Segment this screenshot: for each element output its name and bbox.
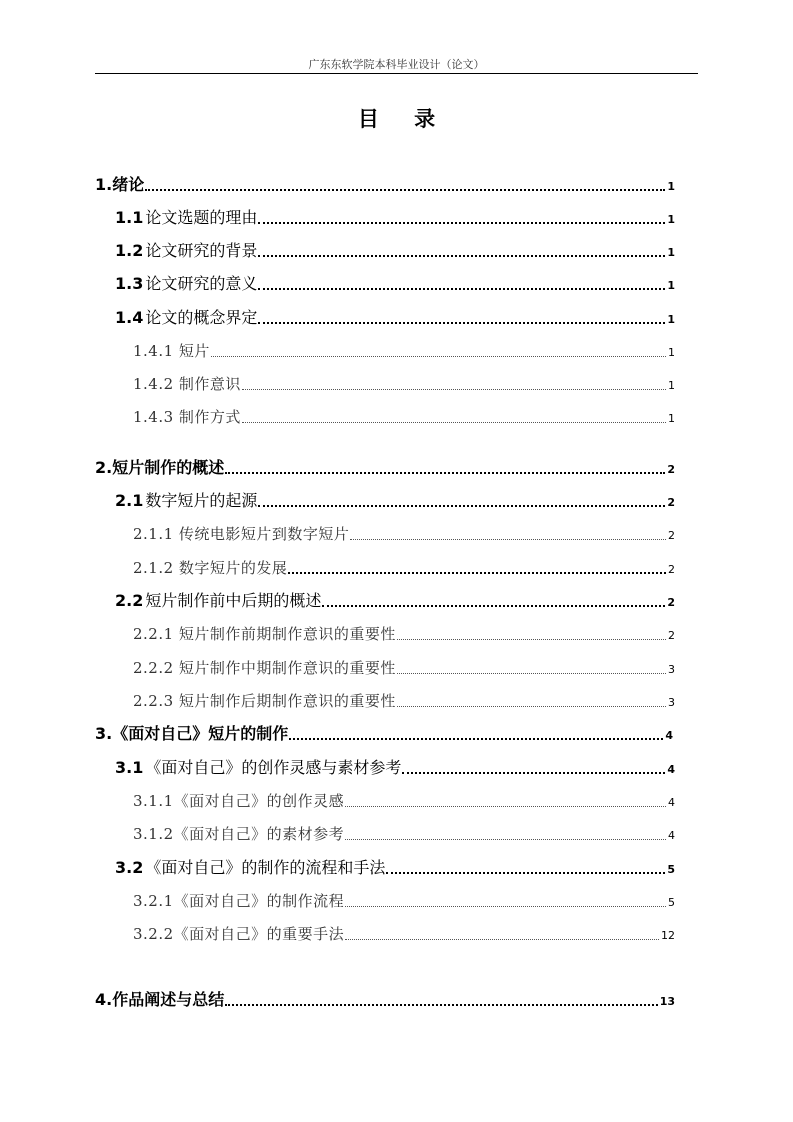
toc-entry-label [133,822,344,846]
toc-entry-label [115,206,257,230]
toc-entry[interactable] [95,988,675,1012]
toc-dot-leader [397,639,666,640]
toc-entry-title: 3.《面对自己》短片的制作 [95,724,289,743]
toc-entry[interactable] [95,722,673,746]
toc-entry[interactable] [115,272,675,296]
toc-entry-number: 3.1 [115,758,144,777]
toc-entry[interactable] [115,856,675,880]
toc-page-number: 4 [668,796,675,809]
toc-entry-title: 2.2.2 短片制作中期制作意识的重要性 [133,659,396,677]
toc-entry-label [133,689,396,713]
toc-entry-label [133,556,287,580]
toc-entry-label [133,922,344,946]
toc-dot-leader [322,605,665,607]
toc-entry-title: 论文的概念界定 [145,308,258,327]
toc-entry-label [115,856,385,880]
toc-entry[interactable] [133,339,675,363]
toc-dot-leader [258,288,665,290]
toc-dot-leader [258,505,665,507]
toc-page-number: 2 [667,596,675,609]
toc-entry-title: 1.绪论 [95,175,145,194]
toc-entry-title: 论文研究的意义 [145,274,258,293]
toc-entry-title: 2.2.3 短片制作后期制作意识的重要性 [133,692,396,710]
toc-dot-leader [345,806,666,807]
toc-page-number: 2 [668,629,675,642]
toc-entry-label [115,306,257,330]
toc-entry[interactable] [115,206,675,230]
toc-page-number: 4 [668,829,675,842]
toc-page-number: 5 [667,863,675,876]
toc-page-number: 1 [668,379,675,392]
toc-entry-title: 数字短片的起源 [145,491,258,510]
toc-entry-number: 1.2 [115,241,144,260]
toc-entry-title: 2.1.2 数字短片的发展 [133,559,288,577]
toc-dot-leader [288,572,666,574]
toc-page-number: 4 [665,729,673,742]
toc-dot-leader [397,673,666,674]
toc-entry-label [95,988,224,1012]
toc-dot-leader [345,839,666,840]
toc-entry[interactable] [133,922,675,946]
toc-page-number: 2 [668,563,675,576]
toc-entry-title: 论文研究的背景 [145,241,258,260]
toc-entry-label [133,656,396,680]
toc-entry[interactable] [133,789,675,813]
toc-dot-leader [402,772,665,774]
toc-entry-label [95,722,288,746]
toc-dot-leader [350,539,666,540]
toc-entry-label [133,372,241,396]
toc-page-number: 1 [668,346,675,359]
toc-entry-label [133,622,396,646]
toc-dot-leader [258,222,665,224]
toc-entry-label [133,339,210,363]
toc-page-number: 1 [667,313,675,326]
toc-dot-leader [242,389,666,390]
toc-dot-leader [145,189,665,191]
toc-entry-title: 1.4.1 短片 [133,342,210,360]
toc-entry-number: 1.4 [115,308,144,327]
toc-entry[interactable] [115,239,675,263]
toc-page-number: 12 [661,929,675,942]
toc-entry[interactable] [115,489,675,513]
toc-entry[interactable] [133,522,675,546]
toc-entry-label [133,405,241,429]
toc-entry-title: 短片制作前中后期的概述 [145,591,322,610]
toc-entry-label [133,789,344,813]
toc-entry-title: 2.1.1 传统电影短片到数字短片 [133,525,350,543]
toc-page-number: 1 [667,246,675,259]
toc-entry[interactable] [133,405,675,429]
toc-page-number: 1 [667,180,675,193]
toc-entry-label [115,589,321,613]
toc-dot-leader [225,1004,657,1006]
toc-entry-title: 3.2.1《面对自己》的制作流程 [133,892,345,910]
toc-entry-number: 2.2 [115,591,144,610]
toc-page-number: 1 [667,213,675,226]
toc-entry-title: 4.作品阐述与总结 [95,990,225,1009]
toc-entry-number: 3.2 [115,858,144,877]
toc-entry-label [133,889,344,913]
toc-entry[interactable] [133,622,675,646]
toc-entry-title: 2.短片制作的概述 [95,458,225,477]
toc-page-number: 4 [667,763,675,776]
toc-page-number: 2 [667,496,675,509]
toc-dot-leader [397,706,666,707]
toc-page-number: 3 [668,696,675,709]
toc-title: 目 录 [357,107,450,131]
page-header: 广东东软学院本科毕业设计（论文） [308,58,485,71]
toc-entry-label [115,239,257,263]
toc-dot-leader [289,738,663,740]
toc-entry[interactable] [133,689,675,713]
toc-page-number: 2 [667,463,675,476]
toc-entry-label [115,489,257,513]
toc-entry-title: 《面对自己》的创作灵感与素材参考 [145,758,402,777]
toc-entry-label [95,173,144,197]
toc-entry-title: 3.1.1《面对自己》的创作灵感 [133,792,345,810]
toc-entry-title: 1.4.2 制作意识 [133,375,241,393]
toc-page-number: 5 [668,896,675,909]
toc-entry-label [133,522,349,546]
toc-entry-number: 1.3 [115,274,144,293]
toc-page-number: 3 [668,663,675,676]
toc-entry[interactable] [133,822,675,846]
toc-entry[interactable] [115,589,675,613]
toc-entry[interactable] [133,656,675,680]
toc-entry-label [115,272,257,296]
toc-page-number: 1 [668,412,675,425]
toc-dot-leader [258,322,665,324]
toc-entry[interactable] [95,173,675,197]
toc-entry[interactable] [133,889,675,913]
toc-page-number: 2 [668,529,675,542]
toc-dot-leader [211,356,666,357]
toc-entry-label [115,756,401,780]
toc-entry-number: 2.1 [115,491,144,510]
toc-dot-leader [345,906,666,907]
header-divider [95,73,698,74]
toc-entry[interactable] [133,556,675,580]
toc-dot-leader [242,422,666,423]
toc-page-number: 13 [659,995,675,1008]
toc-entry-title: 3.1.2《面对自己》的素材参考 [133,825,345,843]
toc-entry-title: 《面对自己》的制作的流程和手法 [145,858,386,877]
toc-dot-leader [345,939,659,940]
toc-dot-leader [386,872,665,874]
toc-entry[interactable] [133,372,675,396]
toc-entry-title: 1.4.3 制作方式 [133,408,241,426]
toc-entry-label [95,456,224,480]
toc-entry-title: 2.2.1 短片制作前期制作意识的重要性 [133,625,396,643]
toc-entry-title: 3.2.2《面对自己》的重要手法 [133,925,345,943]
toc-entry-title: 论文选题的理由 [145,208,258,227]
toc-entry[interactable] [95,456,675,480]
toc-dot-leader [225,472,665,474]
toc-page-number: 1 [667,279,675,292]
toc-entry[interactable] [115,306,675,330]
toc-entry-number: 1.1 [115,208,144,227]
toc-entry[interactable] [115,756,675,780]
toc-dot-leader [258,255,665,257]
